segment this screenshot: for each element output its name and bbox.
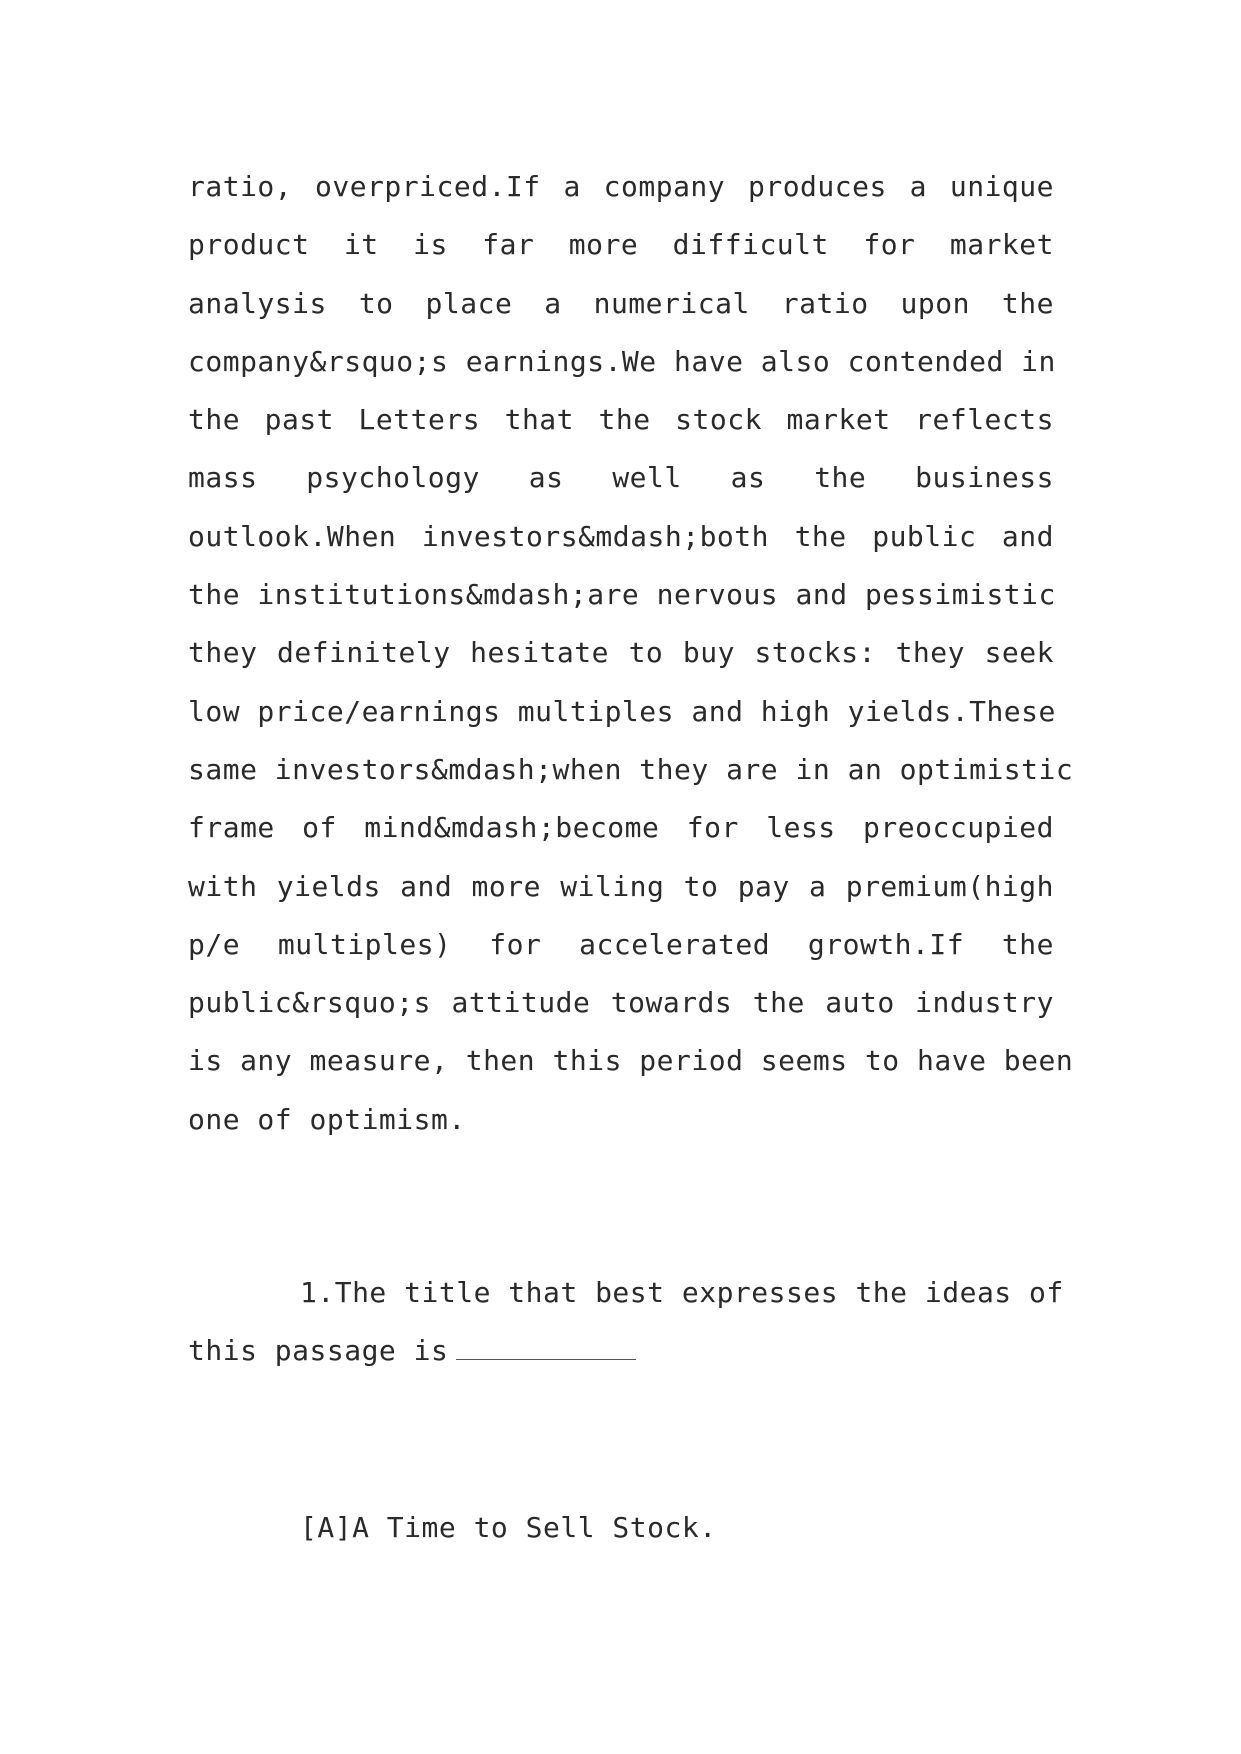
passage-line: they definitely hesitate to buy stocks: they seek bbox=[188, 636, 1054, 670]
passage-line: product it is far more difficult for market bbox=[188, 228, 1054, 262]
question-prompt-tail: this passage is bbox=[188, 1334, 449, 1368]
passage-line: same investors&mdash;when they are in an optimistic bbox=[188, 752, 1074, 786]
passage-line: low price/earnings multiples and high yields.These bbox=[188, 694, 1056, 728]
passage-line: the institutions&mdash;are nervous and pessimistic bbox=[188, 578, 1056, 612]
passage-line: frame of mind&mdash;become for less preoccupied bbox=[188, 811, 1054, 845]
question-1 bbox=[188, 1264, 1064, 1381]
passage-line: ratio, overpriced.If a company produces a unique bbox=[188, 170, 1054, 203]
passage-line: public&rsquo;s attitude towards the auto industry bbox=[188, 986, 1054, 1020]
passage-line: is any measure, then this period seems to have been bbox=[188, 1044, 1074, 1078]
passage-line: p/e multiples) for accelerated growth.If the bbox=[188, 927, 1054, 961]
answer-blank bbox=[456, 1339, 636, 1360]
passage-line: outlook.When investors&mdash;both the public and bbox=[188, 519, 1054, 553]
passage-line: the past Letters that the stock market reflects bbox=[188, 403, 1054, 437]
option-a: [A]A Time to Sell Stock. bbox=[300, 1511, 717, 1544]
question-prompt: 1.The title that best expresses the ideas of bbox=[300, 1276, 1064, 1309]
passage-line: analysis to place a numerical ratio upon the bbox=[188, 286, 1054, 320]
passage bbox=[188, 158, 1074, 1149]
passage-last-line: one of optimism. bbox=[188, 1102, 466, 1136]
passage-line: with yields and more wiling to pay a premium(high bbox=[188, 869, 1054, 903]
question-prompt-end bbox=[188, 1322, 1054, 1380]
passage-line: company&rsquo;s earnings.We have also contended in bbox=[188, 344, 1056, 378]
passage-line: mass psychology as well as the business bbox=[188, 461, 1054, 495]
